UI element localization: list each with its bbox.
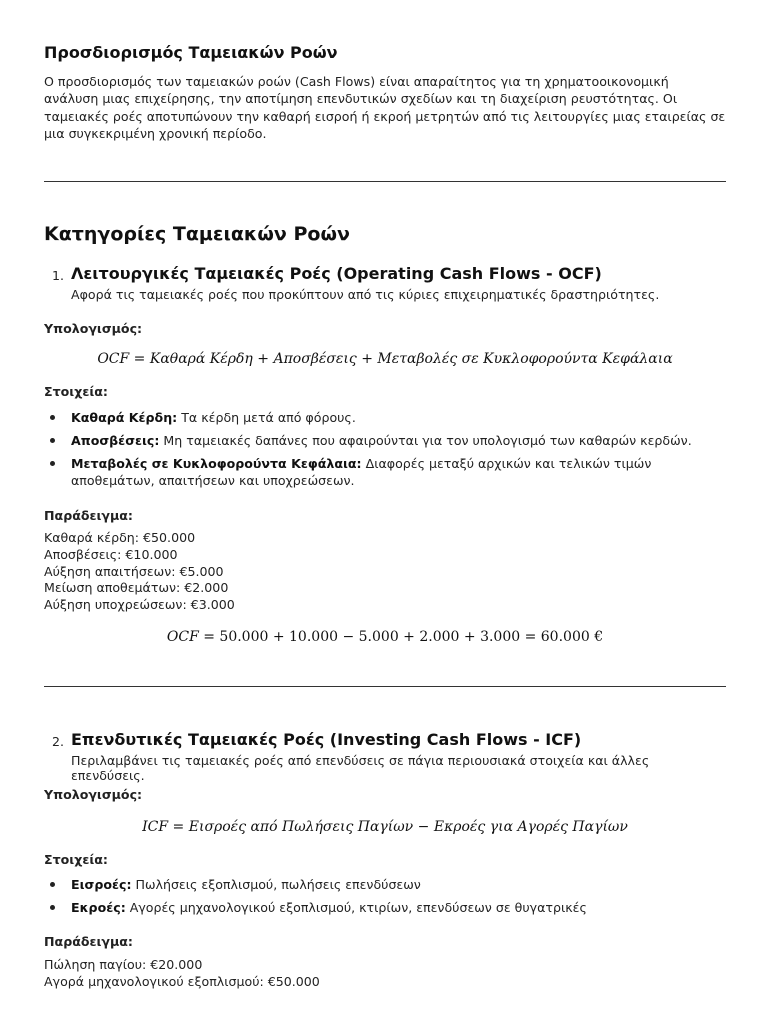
formula-operator: + (252, 351, 274, 367)
ocf-formula (44, 351, 726, 367)
list-item (44, 432, 726, 449)
icf-heading: Επενδυτικές Ταμειακές Ροές (Investing Cash Flows - ICF) (71, 730, 582, 749)
example-line: Αύξηση απαιτήσεων: €5.000 (44, 563, 224, 579)
bullet-icon (50, 461, 55, 466)
list-item (44, 876, 726, 893)
list-item (44, 409, 726, 426)
icf-elements-list (44, 876, 726, 922)
divider (44, 181, 726, 182)
formula-term: Εκροές για Αγορές Παγίων (433, 819, 628, 835)
formula-lhs: ICF (142, 819, 169, 835)
example-line: Πώληση παγίου: €20.000 (44, 957, 203, 972)
bullet-icon (50, 415, 55, 420)
term-description: Πωλήσεις εξοπλισμού, πωλήσεις επενδύσεων (131, 877, 421, 892)
intro-paragraph: Ο προσδιορισμός των ταμειακών ροών (Cash Flows) είναι απαραίτητος για τη χρηματοοικονομική ανάλυση μιας επιχείρησης, την αποτίμηση επενδυτικών σχεδίων και τη διαχείριση ρευστότητας. Οι ταμειακές ροές αποτυπώνουν την καθαρή εισροή ή εκροή μετρητών από τις λειτουργίες μιας εταιρείας σε μια συγκεκριμένη χρονική περίοδο. (44, 74, 726, 141)
elements-label: Στοιχεία: (44, 384, 108, 399)
example-line: Αποσβέσεις: €10.000 (44, 546, 178, 562)
calc-label: Υπολογισμός: (44, 787, 143, 802)
formula-operator: = (129, 351, 150, 367)
divider (44, 686, 726, 687)
example-line: Μείωση αποθεμάτων: €2.000 (44, 580, 229, 596)
term-label: Εκροές: (71, 900, 126, 915)
example-line: Αύξηση υποχρεώσεων: €3.000 (44, 597, 235, 613)
example-label: Παράδειγμα: (44, 508, 133, 523)
ocf-description: Αφορά τις ταμειακές ροές που προκύπτουν από τις κύριες επιχειρηματικές δραστηριότητες. (71, 287, 660, 302)
list-item (44, 899, 726, 916)
list-number: 2. (52, 734, 65, 749)
term-description: Τα κέρδη μετά από φόρους. (177, 410, 356, 425)
ocf-heading: Λειτουργικές Ταμειακές Ροές (Operating Cash Flows - OCF) (71, 264, 602, 283)
term-label: Αποσβέσεις: (71, 433, 160, 448)
bullet-icon (50, 882, 55, 887)
formula-lhs: OCF (97, 351, 130, 367)
formula-term: Μεταβολές σε Κυκλοφορούντα Κεφάλαια (377, 351, 673, 367)
ocf-example (44, 530, 235, 614)
formula-rhs: = 50.000 + 10.000 − 5.000 + 2.000 + 3.000 = 60.000 € (198, 629, 604, 645)
example-line: Αγορά μηχανολογικού εξοπλισμού: €50.000 (44, 973, 320, 989)
term-description: Μη ταμειακές δαπάνες που αφαιρούνται για τον υπολογισμό των καθαρών κερδών. (159, 433, 692, 448)
formula-term: Αποσβέσεις (273, 351, 357, 367)
list-number: 1. (52, 268, 65, 283)
formula-operator: + (356, 351, 378, 367)
formula-operator: = (168, 819, 189, 835)
term-label: Εισροές: (71, 877, 132, 892)
icf-description: Περιλαμβάνει τις ταμειακές ροές από επενδύσεις σε πάγια περιουσιακά στοιχεία και άλλες επενδύσεις. (71, 753, 650, 783)
elements-label: Στοιχεία: (44, 852, 108, 867)
icf-example (44, 957, 320, 991)
formula-lhs: OCF (166, 629, 199, 645)
example-line: Καθαρά κέρδη: €50.000 (44, 530, 196, 545)
example-label: Παράδειγμα: (44, 934, 133, 949)
calc-label: Υπολογισμός: (44, 321, 143, 336)
section-heading: Κατηγορίες Ταμειακών Ροών (44, 223, 350, 245)
icf-formula (44, 819, 726, 835)
term-description: Διαφορές μεταξύ αρχικών και τελικών τιμών αποθεμάτων, απαιτήσεων και υποχρεώσεων. (71, 456, 652, 488)
term-description: Αγορές μηχανολογικού εξοπλισμού, κτιρίων, επενδύσεων σε θυγατρικές (125, 900, 587, 915)
formula-term: Καθαρά Κέρδη (149, 351, 253, 367)
bullet-icon (50, 905, 55, 910)
formula-term: Εισροές από Πωλήσεις Παγίων (188, 819, 414, 835)
bullet-icon (50, 438, 55, 443)
list-item (44, 455, 726, 489)
term-label: Καθαρά Κέρδη: (71, 410, 178, 425)
term-label: Μεταβολές σε Κυκλοφορούντα Κεφάλαια: (71, 456, 362, 471)
ocf-elements-list (44, 409, 726, 495)
formula-operator: − (413, 819, 434, 835)
intro-heading: Προσδιορισμός Ταμειακών Ροών (44, 43, 338, 62)
ocf-result-formula (44, 629, 726, 645)
